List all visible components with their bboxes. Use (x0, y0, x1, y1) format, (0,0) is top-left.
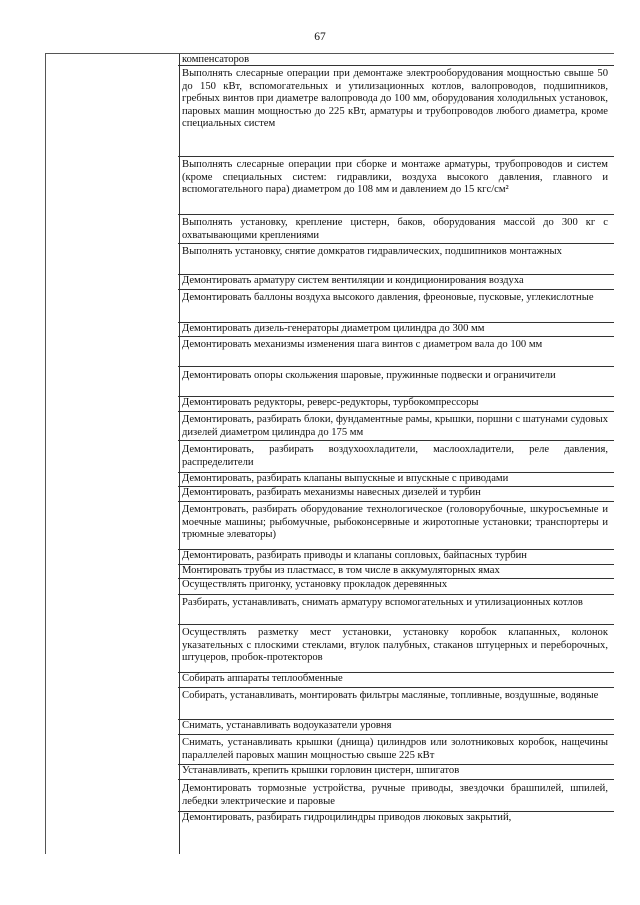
table-row: Снимать, устанавливать водоуказатели уровня (178, 720, 614, 735)
table-row: Осуществлять пригонку, установку прокладок деревянных (178, 579, 614, 595)
table-row: Разбирать, устанавливать, снимать арматуру вспомогательных и утилизационных котлов (178, 595, 614, 625)
table-row: Демонтировать механизмы изменения шага винтов с диаметром вала до 100 мм (178, 337, 614, 367)
table-left-column (45, 53, 180, 854)
table-row: Демонтировать тормозные устройства, ручные приводы, звездочки брашпилей, шпилей, лебедки электрические и паровые (178, 780, 614, 812)
table-row: Собирать, устанавливать, монтировать фильтры масляные, топливные, воздушные, водяные (178, 688, 614, 720)
table-row: Демонтировать арматуру систем вентиляции и кондиционирования воздуха (178, 275, 614, 290)
table-row: компенсаторов (178, 53, 614, 66)
table-row: Демонтровать, разбирать оборудование технологическое (головорубочные, шкуросъемные и моечные машины; рыбомучные, рыбоконсервные и жиротопные установки; транспортеры и трюмные элеваторы) (178, 502, 614, 550)
table-row: Монтировать трубы из пластмасс, в том числе в аккумуляторных ямах (178, 565, 614, 579)
table-row: Демонтировать опоры скольжения шаровые, пружинные подвески и ограничители (178, 367, 614, 397)
table-row: Демонтировать, разбирать воздухоохладители, маслоохладители, реле давления, распределители (178, 441, 614, 473)
table-row: Демонтировать, разбирать клапаны выпускные и впускные с приводами (178, 473, 614, 487)
table-row: Снимать, устанавливать крышки (днища) цилиндров или золотниковых коробок, нащечины параллелей паровых машин мощностью свыше 225 кВт (178, 735, 614, 765)
table-row: Осуществлять разметку мест установки, установку коробок клапанных, колонок указательных с плоскими стеклами, втулок палубных, стаканов штуцерных и переборочных, штуцеров, пробок-протекторов (178, 625, 614, 673)
table-row: Демонтировать, разбирать гидроцилиндры приводов люковых закрытий, (182, 812, 512, 823)
table-row: Выполнять слесарные операции при демонтаже электрооборудования мощностью свыше 50 до 150 кВт, вспомогательных и утилизационных котлов, валопроводов, подшипников, гребных винтов при диаметре валопровода до 100 мм, оборудования холодильных установок, паровых машин мощностью до 225 кВт, арматуры и трубопроводов любого диаметра, кроме специальных систем (178, 66, 614, 157)
table-row: Демонтировать, разбирать приводы и клапаны сопловых, байпасных турбин (178, 550, 614, 565)
table-row: Собирать аппараты теплообменные (178, 673, 614, 688)
table-row: Демонтировать редукторы, реверс-редукторы, турбокомпрессоры (178, 397, 614, 412)
duties-table (45, 53, 615, 853)
table-row: Выполнять установку, крепление цистерн, баков, оборудования массой до 300 кг с охватывающими креплениями (178, 215, 614, 244)
table-row: Демонтировать, разбирать механизмы навесных дизелей и турбин (178, 487, 614, 502)
table-row: Демонтировать, разбирать блоки, фундаментные рамы, крышки, поршни с шатунами судовых дизелей диаметром цилиндра до 175 мм (178, 412, 614, 441)
table-row: Демонтировать дизель-генераторы диаметром цилиндра до 300 мм (178, 323, 614, 337)
table-row: Выполнять установку, снятие домкратов гидравлических, подшипников монтажных (178, 244, 614, 275)
table-right-column (178, 53, 614, 826)
table-row: Демонтировать баллоны воздуха высокого давления, фреоновые, пусковые, углекислотные (178, 290, 614, 323)
table-row: Выполнять слесарные операции при сборке и монтаже арматуры, трубопроводов и систем (кроме специальных систем: гидравлики, воздуха высокого давления, главного и вспомогательного пара) диаметром до 108 мм и давлением до 15 кгс/см² (178, 157, 614, 215)
page-number: 67 (314, 31, 326, 43)
table-row: Устанавливать, крепить крышки горловин цистерн, шпигатов (178, 765, 614, 780)
